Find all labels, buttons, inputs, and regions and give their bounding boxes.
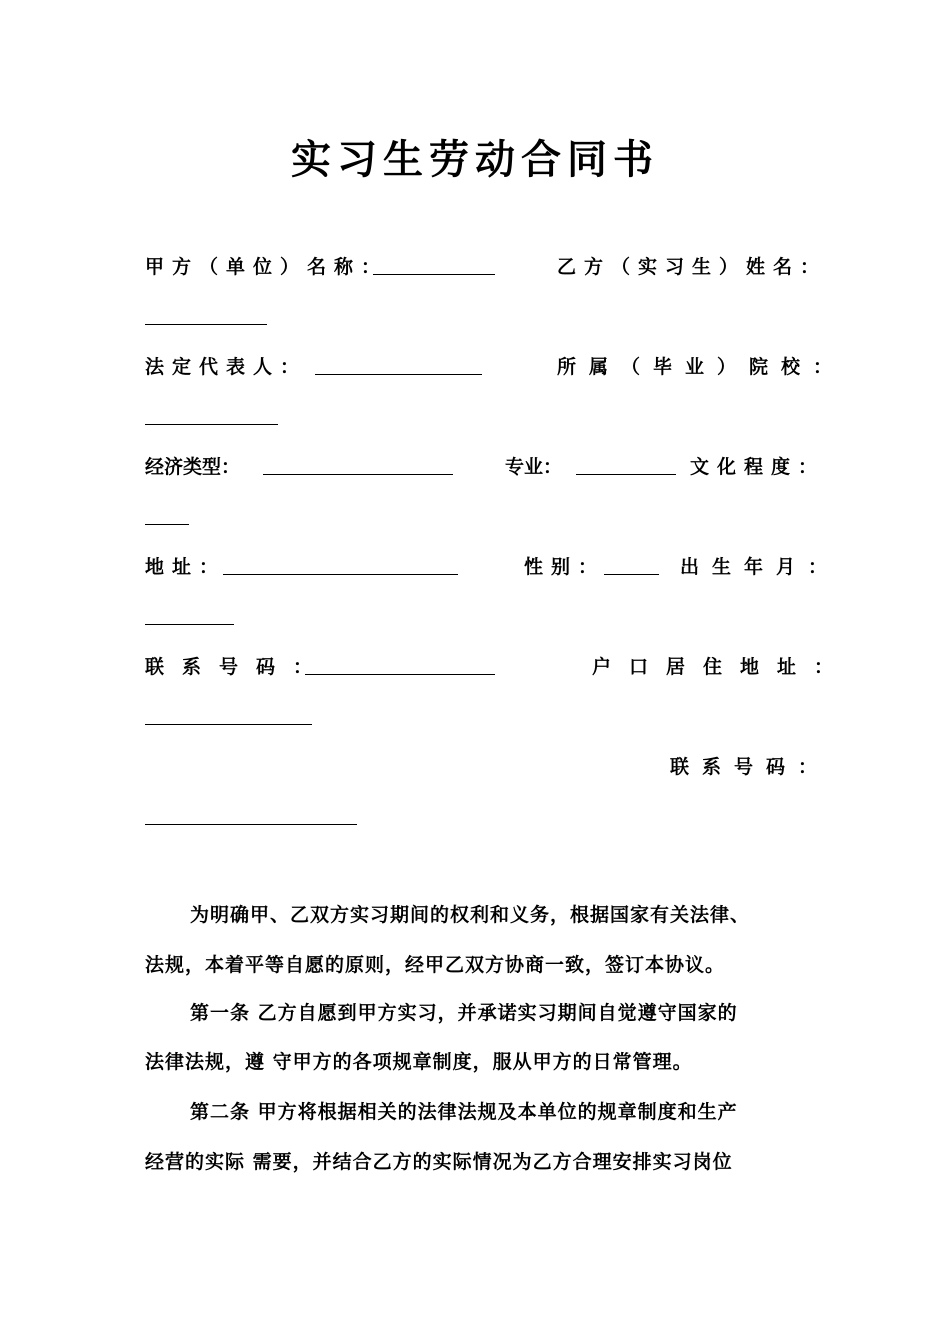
education-label: 文化程度： — [690, 456, 826, 478]
school-label: 所属（毕业）院校： — [557, 356, 846, 378]
major-label: 专业： — [505, 456, 563, 478]
gender-blank[interactable] — [604, 574, 659, 575]
phone-b-blank[interactable] — [145, 824, 357, 825]
party-b-name-label: 乙方（实习生）姓名： — [557, 256, 828, 278]
legal-rep-blank[interactable] — [315, 374, 482, 375]
party-a-name-label: 甲方（单位）名称： — [145, 256, 389, 278]
hukou-address-label: 户口居住地址： — [592, 656, 852, 678]
school-blank[interactable] — [145, 424, 278, 425]
phone-a-label: 联系号码： — [145, 656, 331, 678]
article-1-line1: 第一条 乙方自愿到甲方实习，并承诺实习期间自觉遵守国家的 — [190, 1002, 738, 1024]
phone-a-blank[interactable] — [305, 674, 495, 675]
birth-label: 出生年月： — [680, 556, 841, 578]
phone-b-label: 联系号码： — [670, 756, 831, 778]
major-blank[interactable] — [576, 474, 676, 475]
paragraph-intro-line1: 为明确甲、乙双方实习期间的权利和义务，根据国家有关法律、 — [190, 904, 751, 926]
econ-type-label: 经济类型： — [145, 456, 241, 478]
article-2-line1: 第二条 甲方将根据相关的法律法规及本单位的规章制度和生产 — [190, 1101, 738, 1123]
legal-rep-label: 法定代表人： — [145, 356, 308, 378]
gender-label: 性别： — [524, 556, 606, 578]
address-label: 地址： — [145, 556, 227, 578]
party-a-name-blank[interactable] — [373, 274, 495, 275]
paragraph-intro-line2: 法规，本着平等自愿的原则，经甲乙双方协商一致，签订本协议。 — [145, 954, 726, 976]
document-title: 实习生劳动合同书 — [291, 136, 659, 183]
address-blank[interactable] — [223, 574, 458, 575]
econ-type-blank[interactable] — [263, 474, 453, 475]
hukou-address-blank[interactable] — [145, 724, 312, 725]
party-b-name-blank[interactable] — [145, 324, 267, 325]
education-blank[interactable] — [145, 524, 189, 525]
birth-blank[interactable] — [145, 624, 234, 625]
article-2-line2: 经营的实际 需要，并结合乙方的实际情况为乙方合理安排实习岗位 — [145, 1151, 733, 1173]
article-1-line2: 法律法规，遵 守甲方的各项规章制度，服从甲方的日常管理。 — [145, 1051, 693, 1073]
